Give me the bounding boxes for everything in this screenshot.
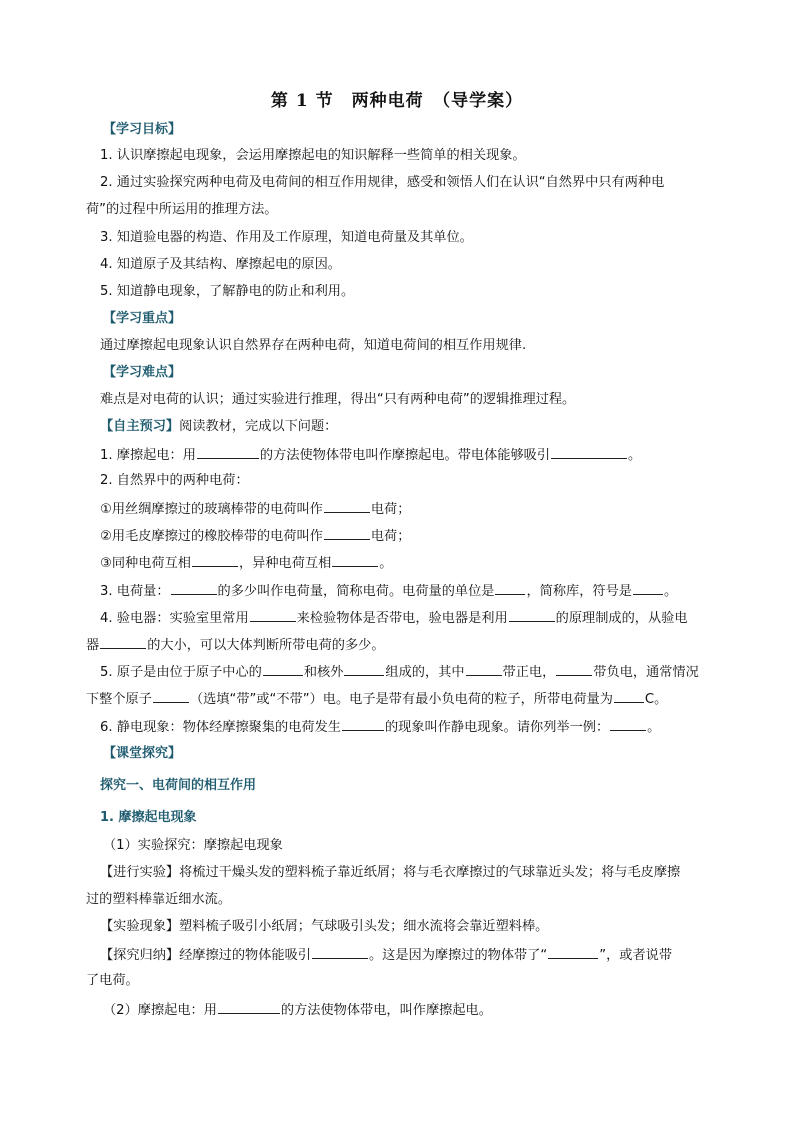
blank-field[interactable] bbox=[614, 688, 644, 703]
sum-text-c: ”，或者说带 bbox=[599, 948, 673, 963]
sum-text-b: 。这是因为摩擦过的物体带了“ bbox=[369, 948, 548, 963]
q2-1-text-a: ①用丝绸摩擦过的玻璃棒带的电荷叫作 bbox=[100, 502, 323, 517]
experiment-do-line-2: 过的塑料棒靠近细水流。 bbox=[86, 892, 232, 907]
blank-field[interactable] bbox=[324, 498, 370, 513]
q5-text-d: 带正电， bbox=[502, 665, 556, 680]
preview-q4-line-2 bbox=[86, 634, 385, 656]
preview-q5-line-1 bbox=[100, 661, 699, 683]
experiment-observation bbox=[100, 917, 548, 937]
q1-text-a: 1. 摩擦起电：用 bbox=[100, 448, 196, 463]
goal-1: 1. 认识摩擦起电现象，会运用摩擦起电的知识解释一些简单的相关现象。 bbox=[100, 148, 526, 163]
q5-text-b: 和核外 bbox=[303, 665, 344, 680]
preview-q2: 2. 自然界中的两种电荷： bbox=[100, 473, 249, 488]
q4-text-e: 的大小，可以大体判断所带电荷的多少。 bbox=[147, 638, 385, 653]
blank-field[interactable] bbox=[218, 999, 280, 1014]
q5-text-c: 组成的，其中 bbox=[385, 665, 465, 680]
blank-field[interactable] bbox=[250, 607, 296, 622]
goal-3: 3. 知道验电器的构造、作用及工作原理，知道电荷量及其单位。 bbox=[100, 230, 473, 245]
q5-text-h: C。 bbox=[644, 692, 668, 707]
q2-3-text-a: ③同种电荷互相 bbox=[100, 556, 191, 571]
blank-field[interactable] bbox=[556, 661, 592, 676]
goal-4: 4. 知道原子及其结构、摩擦起电的原因。 bbox=[100, 257, 341, 272]
blank-field[interactable] bbox=[153, 688, 189, 703]
goal-5: 5. 知道静电现象，了解静电的防止和利用。 bbox=[100, 284, 355, 299]
preview-q2-2 bbox=[100, 525, 410, 547]
p2-text-a: （2）摩擦起电：用 bbox=[103, 1003, 217, 1018]
q6-text-a: 6. 静电现象：物体经摩擦聚集的电荷发生 bbox=[100, 720, 341, 735]
friction-definition bbox=[103, 999, 492, 1021]
blank-field[interactable] bbox=[495, 580, 525, 595]
q5-text-f: 下整个原子 bbox=[86, 692, 152, 707]
blank-field[interactable] bbox=[171, 580, 217, 595]
p2-text-b: 的方法使物体带电，叫作摩擦起电。 bbox=[280, 1003, 492, 1018]
q2-2-text-a: ②用毛皮摩擦过的橡胶棒带的电荷叫作 bbox=[100, 529, 323, 544]
blank-field[interactable] bbox=[610, 716, 646, 731]
preview-q2-3 bbox=[100, 552, 392, 574]
q3-text-a: 3. 电荷量： bbox=[100, 584, 170, 599]
obs-tag: 【实验现象】 bbox=[100, 919, 180, 934]
blank-field[interactable] bbox=[466, 661, 502, 676]
explore-subheading: 1. 摩擦起电现象 bbox=[100, 810, 197, 825]
preview-q3 bbox=[100, 580, 677, 602]
preview-q4-line-1 bbox=[100, 607, 688, 629]
blank-field[interactable] bbox=[551, 444, 627, 459]
blank-field[interactable] bbox=[192, 552, 238, 567]
do-tag: 【进行实验】 bbox=[100, 865, 180, 880]
q1-text-b: 的方法使物体带电叫作摩擦起电。带电体能够吸引 bbox=[259, 448, 551, 463]
preview-q1 bbox=[100, 444, 641, 466]
q6-text-c: 。 bbox=[647, 720, 661, 735]
q3-text-b: 的多少叫作电荷量，简称电荷。电荷量的单位是 bbox=[217, 584, 495, 599]
q4-text-a: 4. 验电器：实验室里常用 bbox=[100, 611, 249, 626]
section-goals: 【学习目标】 bbox=[103, 122, 182, 137]
blank-field[interactable] bbox=[100, 634, 146, 649]
experiment-summary-line-1 bbox=[100, 944, 672, 966]
goal-2-line-2: 荷”的过程中所运用的推理方法。 bbox=[86, 202, 278, 217]
q4-text-c: 的原理制成的，从验电 bbox=[555, 611, 688, 626]
blank-field[interactable] bbox=[344, 661, 384, 676]
section-keypoints: 【学习重点】 bbox=[103, 311, 182, 326]
blank-field[interactable] bbox=[633, 580, 663, 595]
section-difficulties: 【学习难点】 bbox=[103, 365, 182, 380]
page-title: 第 1 节 两种电荷 （导学案） bbox=[270, 91, 524, 111]
q2-3-text-b: ，异种电荷互相 bbox=[238, 556, 332, 571]
blank-field[interactable] bbox=[197, 444, 259, 459]
preview-q6 bbox=[100, 716, 660, 738]
q5-text-e: 带负电，通常情况 bbox=[593, 665, 699, 680]
keypoints-text: 通过摩擦起电现象认识自然界存在两种电荷，知道电荷间的相互作用规律. bbox=[100, 338, 527, 353]
section-explore: 【课堂探究】 bbox=[103, 746, 182, 761]
blank-field[interactable] bbox=[263, 661, 303, 676]
experiment-summary-line-2: 了电荷。 bbox=[86, 973, 139, 988]
obs-text: 塑料梳子吸引小纸屑；气球吸引头发；细水流将会靠近塑料棒。 bbox=[179, 919, 549, 934]
q4-text-d: 器 bbox=[86, 638, 100, 653]
q3-text-c: ，简称库，符号是 bbox=[526, 584, 632, 599]
q2-2-text-b: 电荷； bbox=[370, 529, 411, 544]
section-preview: 【自主预习】 bbox=[100, 419, 180, 434]
do-text-a: 将梳过干燥头发的塑料梳子靠近纸屑；将与毛衣摩擦过的气球靠近头发；将与毛皮摩擦 bbox=[179, 865, 681, 880]
preview-q5-line-2 bbox=[86, 688, 667, 710]
explore-heading: 探究一、电荷间的相互作用 bbox=[100, 778, 257, 793]
q3-text-d: 。 bbox=[663, 584, 678, 599]
q2-3-text-c: 。 bbox=[379, 556, 393, 571]
preview-intro: 阅读教材，完成以下问题： bbox=[179, 419, 338, 434]
difficulties-text: 难点是对电荷的认识；通过实验进行推理，得出“只有两种电荷”的逻辑推理过程。 bbox=[100, 392, 576, 407]
blank-field[interactable] bbox=[332, 552, 378, 567]
blank-field[interactable] bbox=[342, 716, 384, 731]
blank-field[interactable] bbox=[312, 944, 368, 959]
preview-q2-1 bbox=[100, 498, 410, 520]
blank-field[interactable] bbox=[548, 944, 598, 959]
q5-text-a: 5. 原子是由位于原子中心的 bbox=[100, 665, 262, 680]
blank-field[interactable] bbox=[509, 607, 555, 622]
q1-text-c: 。 bbox=[628, 448, 642, 463]
experiment-do-line-1 bbox=[100, 863, 680, 883]
q5-text-g: （选填“带”或“不带”）电。电子是带有最小负电荷的粒子，所带电荷量为 bbox=[189, 692, 613, 707]
blank-field[interactable] bbox=[324, 525, 370, 540]
sum-tag: 【探究归纳】 bbox=[100, 948, 180, 963]
preview-intro-line bbox=[100, 417, 337, 437]
experiment-title: （1）实验探究：摩擦起电现象 bbox=[103, 838, 283, 853]
q2-1-text-b: 电荷； bbox=[370, 502, 411, 517]
sum-text-a: 经摩擦过的物体能吸引 bbox=[179, 948, 311, 963]
goal-2-line-1: 2. 通过实验探究两种电荷及电荷间的相互作用规律，感受和领悟人们在认识“自然界中只有两种电 bbox=[100, 175, 665, 190]
q4-text-b: 来检验物体是否带电，验电器是利用 bbox=[296, 611, 508, 626]
q6-text-b: 的现象叫作静电现象。请你列举一例： bbox=[384, 720, 610, 735]
